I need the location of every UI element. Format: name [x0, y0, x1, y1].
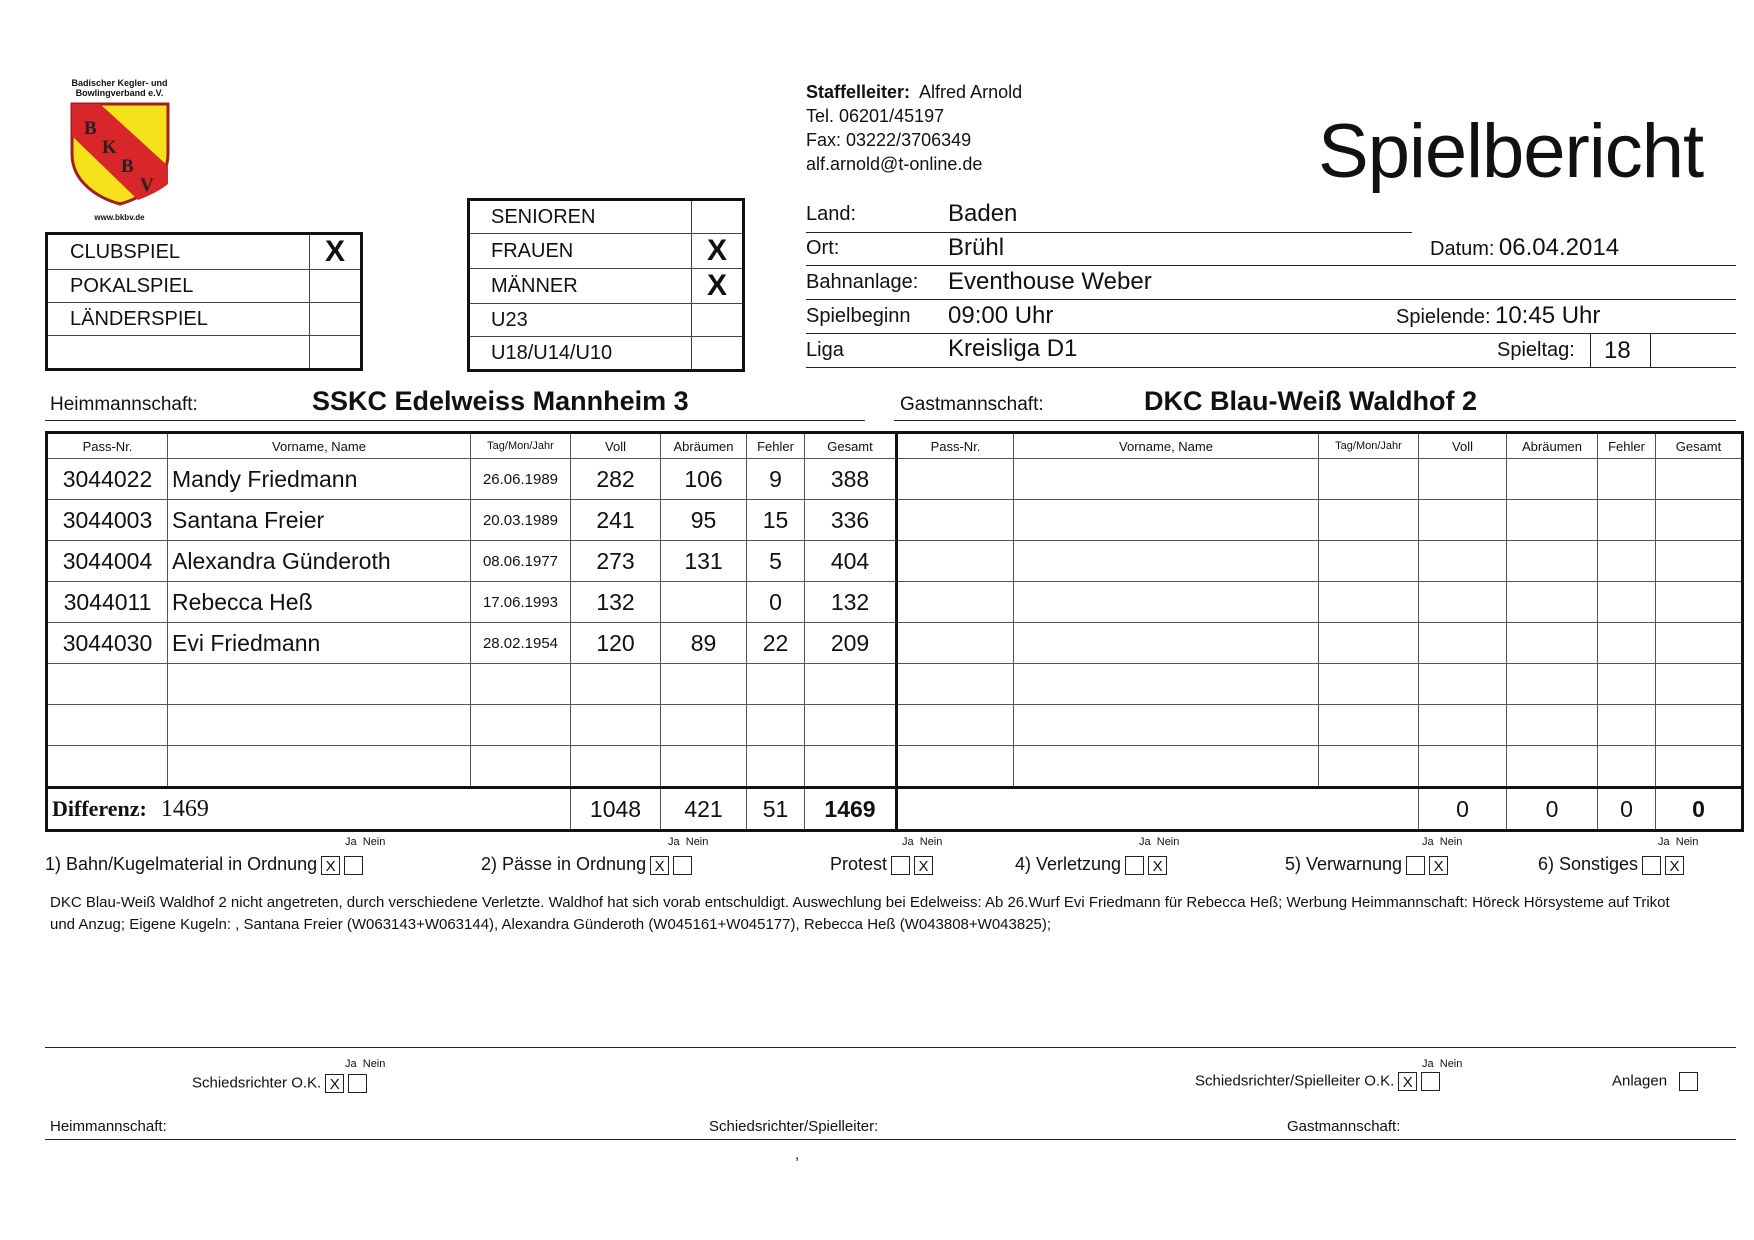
ja-label: Ja — [902, 836, 914, 848]
pass-nr: 3044030 — [47, 623, 168, 664]
col-header: Abräumen — [1507, 433, 1598, 459]
player-date: 26.06.1989 — [471, 459, 571, 500]
check-bahn — [45, 854, 363, 875]
gesamt: 404 — [805, 541, 897, 582]
nein-label: Nein — [1675, 836, 1699, 848]
game-type-label — [47, 336, 310, 370]
gesamt: 209 — [805, 623, 897, 664]
ja-label: Ja — [1139, 836, 1151, 848]
ja-checkbox[interactable]: X — [650, 856, 669, 875]
info-datum — [1430, 234, 1619, 262]
col-header: Fehler — [1598, 433, 1656, 459]
remarks-text: DKC Blau-Weiß Waldhof 2 nicht angetreten, durch verschiedene Verletzte. Waldhof hat sich vorab entschuldigt. Auswechlung bei Edelweiss: Ab 26.Wurf Evi Friedmann für Rebecca Heß; Werbung Heimmannschaft: Höreck Hörsysteme auf Trikot und Anzug; Eigene Kugeln: , Santana Freier (W063143+W063144), Alexandra Günderoth (W045161+W045177), Rebecca Heß (W043808+W043825); — [50, 894, 1670, 933]
voll: 273 — [571, 541, 661, 582]
col-header: Gesamt — [1656, 433, 1743, 459]
guest-total-voll: 0 — [1419, 788, 1507, 831]
player-name: Santana Freier — [168, 500, 471, 541]
col-header: Fehler — [747, 433, 805, 459]
bahnanlage-label: Bahnanlage: — [806, 271, 919, 293]
datum-label: Datum: — [1430, 238, 1495, 260]
home-total-voll: 1048 — [571, 788, 661, 831]
player-name: Mandy Friedmann — [168, 459, 471, 500]
ja-label: Ja — [345, 836, 357, 848]
fehler: 0 — [747, 582, 805, 623]
ja-nein-header — [902, 836, 942, 848]
ja-checkbox[interactable] — [1406, 856, 1425, 875]
staffelleiter-label: Staffelleiter: — [806, 82, 911, 102]
logo-letter-b1: B — [83, 118, 97, 139]
check-label: 4) Verletzung — [1015, 854, 1122, 874]
spielende-label: Spielende: — [1396, 306, 1491, 328]
col-header: Pass-Nr. — [897, 433, 1014, 459]
ja-checkbox[interactable]: X — [1398, 1072, 1417, 1091]
category-label: U18/U14/U10 — [469, 337, 692, 371]
voll: 132 — [571, 582, 661, 623]
spieltag-value: 18 — [1604, 337, 1631, 364]
differenz-label: Differenz: — [52, 796, 147, 821]
datum-value: 06.04.2014 — [1498, 234, 1620, 261]
nein-label: Nein — [1156, 836, 1180, 848]
pass-nr: 3044004 — [47, 541, 168, 582]
category-mark[interactable]: X — [692, 269, 744, 304]
table-row — [47, 746, 1743, 788]
ja-checkbox[interactable] — [1125, 856, 1144, 875]
spieltag-label: Spieltag: — [1497, 339, 1575, 361]
game-type-mark[interactable] — [310, 270, 362, 303]
home-team-name: SSKC Edelweiss Mannheim 3 — [312, 386, 689, 416]
info-spielende — [1396, 302, 1600, 330]
ja-checkbox[interactable] — [891, 856, 910, 875]
table-row — [47, 623, 1743, 664]
info-spielbeginn — [806, 302, 1054, 329]
nein-checkbox[interactable] — [348, 1074, 367, 1093]
ort-label: Ort: — [806, 237, 840, 259]
ja-label: Ja — [1422, 836, 1434, 848]
check-label: 5) Verwarnung — [1285, 854, 1403, 874]
guest-total-abraeumen: 0 — [1507, 788, 1598, 831]
liga-label: Liga — [806, 339, 844, 361]
spielende-value: 10:45 Uhr — [1494, 302, 1601, 329]
table-row — [47, 459, 1743, 500]
home-total-gesamt: 1469 — [805, 788, 897, 831]
land-value: Baden — [948, 200, 1018, 227]
check-sonstiges — [1538, 854, 1684, 875]
logo-org-name: Badischer Kegler- und Bowlingverband e.V. — [71, 78, 168, 98]
abraeumen: 89 — [661, 623, 747, 664]
table-row — [47, 541, 1743, 582]
check-protest — [830, 854, 933, 875]
nein-checkbox[interactable] — [344, 856, 363, 875]
game-type-mark[interactable] — [310, 336, 362, 370]
contact-block — [806, 80, 1022, 176]
differenz-cell — [47, 788, 571, 831]
category-mark[interactable] — [692, 200, 744, 234]
spielbeginn-label: Spielbeginn — [806, 305, 911, 327]
nein-checkbox[interactable] — [1421, 1072, 1440, 1091]
ja-nein-header — [345, 836, 385, 848]
category-mark[interactable] — [692, 337, 744, 371]
table-row — [47, 500, 1743, 541]
bahnanlage-value: Eventhouse Weber — [948, 268, 1152, 295]
info-land — [806, 200, 1018, 227]
abraeumen: 95 — [661, 500, 747, 541]
player-name: Rebecca Heß — [168, 582, 471, 623]
player-date: 28.02.1954 — [471, 623, 571, 664]
shield-icon — [68, 100, 172, 206]
differenz-value: 1469 — [160, 796, 209, 822]
player-name: Evi Friedmann — [168, 623, 471, 664]
fehler: 22 — [747, 623, 805, 664]
category-box — [467, 198, 745, 372]
info-liga — [806, 335, 1078, 362]
ja-checkbox[interactable]: X — [325, 1074, 344, 1093]
ja-nein-header — [1422, 1058, 1462, 1070]
game-type-box — [45, 232, 363, 371]
pass-nr: 3044011 — [47, 582, 168, 623]
gesamt: 388 — [805, 459, 897, 500]
info-ort — [806, 234, 1005, 261]
abraeumen: 131 — [661, 541, 747, 582]
table-row — [47, 705, 1743, 746]
ja-checkbox[interactable] — [1642, 856, 1661, 875]
fehler: 9 — [747, 459, 805, 500]
sig-home-label: Heimmannschaft: — [50, 1118, 167, 1135]
col-header: Abräumen — [661, 433, 747, 459]
anlagen-checkbox[interactable] — [1679, 1072, 1698, 1091]
col-header: Voll — [1419, 433, 1507, 459]
ref-ok-label: Schiedsrichter O.K. — [192, 1074, 322, 1092]
pass-nr: 3044022 — [47, 459, 168, 500]
nein-label: Nein — [362, 1058, 386, 1070]
sig-comma: , — [795, 1146, 800, 1163]
col-header: Voll — [571, 433, 661, 459]
pass-nr: 3044003 — [47, 500, 168, 541]
ja-label: Ja — [1422, 1058, 1434, 1070]
contact-fax: Fax: 03222/3706349 — [806, 130, 972, 150]
abraeumen — [661, 582, 747, 623]
guest-team-name: DKC Blau-Weiß Waldhof 2 — [1144, 386, 1477, 416]
table-header-row — [47, 433, 1743, 459]
player-name: Alexandra Günderoth — [168, 541, 471, 582]
nein-checkbox[interactable]: X — [1429, 856, 1448, 875]
check-label: 1) Bahn/Kugelmaterial in Ordnung — [45, 854, 318, 874]
player-date: 08.06.1977 — [471, 541, 571, 582]
home-total-abraeumen: 421 — [661, 788, 747, 831]
nein-checkbox[interactable]: X — [1665, 856, 1684, 875]
category-label: SENIOREN — [469, 200, 692, 234]
anlagen — [1612, 1072, 1698, 1091]
sig-guest-label: Gastmannschaft: — [1287, 1118, 1401, 1135]
check-label: 2) Pässe in Ordnung — [481, 854, 647, 874]
voll: 282 — [571, 459, 661, 500]
ja-label: Ja — [1658, 836, 1670, 848]
score-table — [45, 431, 1744, 832]
logo-url: www.bkbv.de — [94, 213, 145, 222]
check-verletzung — [1015, 854, 1167, 875]
nein-checkbox[interactable]: X — [914, 856, 933, 875]
col-header: Tag/Mon/Jahr — [1319, 433, 1419, 459]
col-header: Vorname, Name — [1014, 433, 1319, 459]
fehler: 15 — [747, 500, 805, 541]
voll: 120 — [571, 623, 661, 664]
home-team-label: Heimmannschaft: — [50, 394, 198, 415]
voll: 241 — [571, 500, 661, 541]
bkbv-logo — [62, 78, 177, 222]
nein-checkbox[interactable]: X — [1148, 856, 1167, 875]
land-label: Land: — [806, 203, 857, 225]
col-header: Gesamt — [805, 433, 897, 459]
category-mark[interactable] — [692, 304, 744, 337]
ja-nein-header — [1139, 836, 1179, 848]
game-type-label: POKALSPIEL — [47, 270, 310, 303]
ja-label: Ja — [345, 1058, 357, 1070]
info-bahnanlage — [806, 268, 1152, 295]
fehler: 5 — [747, 541, 805, 582]
ref-ok — [192, 1074, 367, 1093]
abraeumen: 106 — [661, 459, 747, 500]
category-label: FRAUEN — [469, 234, 692, 269]
col-header: Tag/Mon/Jahr — [471, 433, 571, 459]
spielbeginn-value: 09:00 Uhr — [948, 302, 1054, 329]
guest-total-fehler: 0 — [1598, 788, 1656, 831]
ja-nein-header — [668, 836, 708, 848]
ja-label: Ja — [668, 836, 680, 848]
table-row — [47, 664, 1743, 705]
nein-label: Nein — [1439, 1058, 1463, 1070]
liga-value: Kreisliga D1 — [948, 335, 1078, 362]
staffelleiter-name: Alfred Arnold — [919, 82, 1023, 102]
contact-email: alf.arnold@t-online.de — [806, 154, 983, 174]
guest-team-label: Gastmannschaft: — [900, 394, 1044, 415]
check-verwarnung — [1285, 854, 1448, 875]
game-type-label: LÄNDERSPIEL — [47, 303, 310, 336]
col-header: Vorname, Name — [168, 433, 471, 459]
anlagen-label: Anlagen — [1612, 1072, 1668, 1090]
game-type-label: CLUBSPIEL — [47, 234, 310, 270]
totals-row — [47, 788, 1743, 831]
ja-nein-header — [1658, 836, 1698, 848]
nein-checkbox[interactable] — [673, 856, 692, 875]
check-label: 6) Sonstiges — [1538, 854, 1639, 874]
logo-letter-v: V — [139, 175, 154, 196]
col-header: Pass-Nr. — [47, 433, 168, 459]
logo-letter-k: K — [101, 137, 117, 158]
guest-total-gesamt: 0 — [1656, 788, 1743, 831]
ref-lead-ok — [1195, 1072, 1440, 1091]
ja-checkbox[interactable]: X — [321, 856, 340, 875]
nein-label: Nein — [919, 836, 943, 848]
contact-tel: Tel. 06201/45197 — [806, 106, 945, 126]
game-type-mark[interactable]: X — [310, 234, 362, 270]
sig-ref-label: Schiedsrichter/Spielleiter: — [709, 1118, 879, 1135]
player-date: 20.03.1989 — [471, 500, 571, 541]
game-type-mark[interactable] — [310, 303, 362, 336]
check-label: Protest — [830, 854, 888, 874]
logo-letter-b2: B — [120, 156, 134, 177]
category-label: MÄNNER — [469, 269, 692, 304]
check-paesse — [481, 854, 692, 875]
ort-value: Brühl — [948, 234, 1005, 261]
page-title: Spielbericht — [1318, 109, 1704, 194]
table-row — [47, 582, 1743, 623]
home-total-fehler: 51 — [747, 788, 805, 831]
gesamt: 336 — [805, 500, 897, 541]
gesamt: 132 — [805, 582, 897, 623]
nein-label: Nein — [685, 836, 709, 848]
nein-label: Nein — [1439, 836, 1463, 848]
nein-label: Nein — [362, 836, 386, 848]
ref-lead-ok-label: Schiedsrichter/Spielleiter O.K. — [1195, 1072, 1395, 1090]
ja-nein-header — [1422, 836, 1462, 848]
ja-nein-header — [345, 1058, 385, 1070]
category-label: U23 — [469, 304, 692, 337]
player-date: 17.06.1993 — [471, 582, 571, 623]
category-mark[interactable]: X — [692, 234, 744, 269]
